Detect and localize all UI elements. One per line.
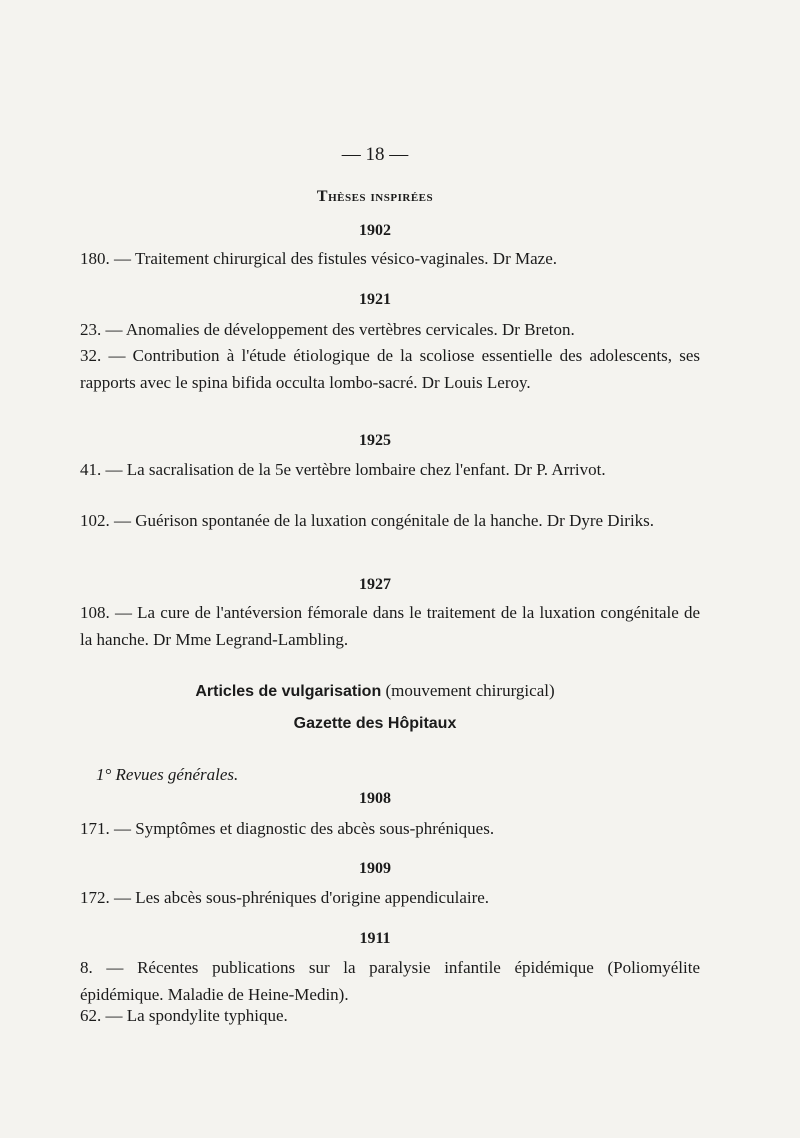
- entry-dash: —: [114, 888, 131, 907]
- entry-dash: —: [114, 511, 131, 530]
- entry-dash: —: [114, 603, 132, 622]
- entry-text: Traitement chirurgical des fistules vésico-vaginales. Dr Maze.: [134, 249, 557, 268]
- articles-title-rest: (mouvement chirurgical): [385, 681, 555, 700]
- year-heading: 1911: [359, 930, 391, 947]
- entry-dash: —: [114, 249, 131, 268]
- entry-172: [80, 884, 700, 911]
- entry-text: Anomalies de développement des vertèbres cervicales. Dr Breton.: [125, 320, 575, 339]
- articles-title: [0, 681, 750, 701]
- reviews-label: 1° Revues générales.: [96, 765, 239, 784]
- entry-number: 102.: [80, 511, 110, 530]
- entry-text: Guérison spontanée de la luxation congénitale de la hanche. Dr Dyre Diriks.: [135, 511, 655, 530]
- entry-62: [80, 1002, 700, 1029]
- entry-text: Symptômes et diagnostic des abcès sous-phréniques.: [135, 819, 495, 838]
- entry-180: [80, 245, 700, 272]
- entry-number: 41.: [80, 460, 102, 479]
- entry-number: 62.: [80, 1006, 102, 1025]
- entry-text: Récentes publications sur la paralysie infantile épidémique (Poliomyélite épidémique. Maladie de Heine-Medin).: [80, 958, 701, 1004]
- entry-dash: —: [114, 819, 131, 838]
- entry-number: 32.: [80, 346, 102, 365]
- entry-text: La sacralisation de la 5e vertèbre lombaire chez l'enfant. Dr P. Arrivot.: [126, 460, 606, 479]
- entry-41: [80, 456, 700, 483]
- entry-dash: —: [105, 1006, 123, 1025]
- year-heading: 1921: [359, 291, 391, 308]
- entry-number: 171.: [80, 819, 110, 838]
- year-heading: 1908: [359, 790, 391, 807]
- entry-171: [80, 815, 700, 842]
- year-heading: 1927: [359, 576, 391, 593]
- entry-102: [80, 507, 700, 534]
- entry-text: Contribution à l'étude étiologique de la scoliose essentielle des adolescents, ses rapports avec le spina bifida occulta lombo-sacré. Dr Louis Leroy.: [80, 346, 701, 392]
- entry-dash: —: [106, 958, 124, 977]
- page-number: — 18 —: [341, 144, 409, 165]
- entry-dash: —: [105, 460, 123, 479]
- entry-number: 23.: [80, 320, 102, 339]
- entry-text: La cure de l'antéversion fémorale dans le traitement de la luxation congénitale de la hanche. Dr Mme Legrand-Lambling.: [80, 603, 701, 649]
- entry-dash: —: [105, 320, 123, 339]
- year-heading: 1909: [359, 860, 391, 877]
- entry-108: [80, 599, 700, 653]
- entry-text: La spondylite typhique.: [126, 1006, 288, 1025]
- articles-title-bold: Articles de vulgarisation: [195, 683, 382, 700]
- section-title: Thèses inspirées: [316, 188, 434, 205]
- entry-32: [80, 342, 700, 396]
- entry-8: [80, 954, 700, 1008]
- entry-number: 180.: [80, 249, 110, 268]
- year-heading: 1902: [359, 222, 391, 239]
- entry-number: 8.: [80, 958, 93, 977]
- entry-dash: —: [108, 346, 126, 365]
- entry-number: 172.: [80, 888, 110, 907]
- entry-number: 108.: [80, 603, 110, 622]
- journal-title: Gazette des Hôpitaux: [293, 715, 457, 732]
- year-heading: 1925: [359, 432, 391, 449]
- entry-text: Les abcès sous-phréniques d'origine appendiculaire.: [135, 888, 490, 907]
- entry-23: [80, 316, 700, 343]
